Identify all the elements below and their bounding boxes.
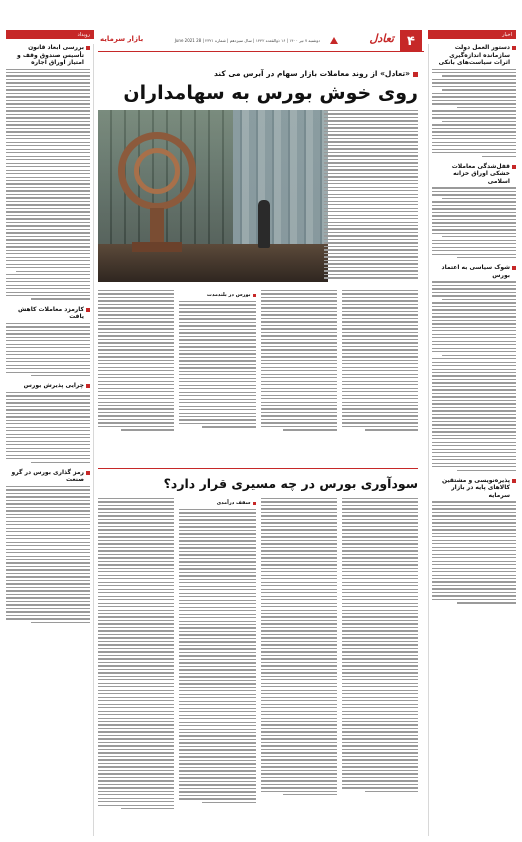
header-rule bbox=[98, 51, 424, 52]
text-block bbox=[432, 69, 516, 157]
right-tab-label: اخبار bbox=[502, 31, 512, 38]
right-news-column bbox=[428, 44, 516, 836]
date-line: دوشنبه ۷ تیر ۱۴۰۰ | ۱۶ ذوالقعده ۱۴۴۲ | سال سیزدهم | شماره ۲۳۲۱ | 28 June 2021 bbox=[174, 38, 320, 43]
second-headline: سودآوری بورس در چه مسیری قرار دارد؟ bbox=[163, 476, 418, 491]
second-story-text bbox=[98, 498, 418, 812]
text-column bbox=[261, 290, 337, 433]
right-news-item bbox=[432, 163, 516, 258]
newspaper-logo: تعادل bbox=[369, 32, 394, 45]
subhead: سقف درآمدی bbox=[179, 500, 255, 506]
sculpture-base bbox=[132, 242, 182, 252]
left-news-item bbox=[6, 382, 90, 462]
kicker-text: «تعادل» از روند معاملات بازار سهام در آبرس می کند bbox=[213, 69, 410, 78]
left-news-title: بررسی ابعاد قانون تأسیس صندوق وقف و امتیاز اوراق اجاره bbox=[6, 44, 90, 67]
right-news-item bbox=[432, 44, 516, 157]
text-column bbox=[98, 498, 174, 812]
right-news-title: قفل‌شدگی معاملات خشکی اوراق خزانه اسلامی bbox=[432, 163, 516, 186]
left-news-item bbox=[6, 44, 90, 300]
text-column bbox=[98, 290, 174, 433]
text-block bbox=[6, 323, 90, 377]
right-news-item bbox=[432, 477, 516, 604]
story-divider bbox=[98, 468, 418, 469]
left-news-column bbox=[6, 44, 94, 836]
text-column bbox=[342, 498, 418, 812]
left-tab-label: رویداد bbox=[77, 31, 90, 38]
right-column-tab bbox=[428, 30, 516, 39]
text-block bbox=[6, 486, 90, 623]
text-block bbox=[6, 69, 90, 300]
text-column bbox=[179, 498, 255, 812]
right-news-title: دستور العمل دولت سازمانده اندازه‌گیری اثرات سیاست‌های بانکی bbox=[432, 44, 516, 67]
text-column bbox=[179, 290, 255, 433]
main-text-top bbox=[324, 110, 418, 281]
text-column bbox=[324, 110, 418, 281]
text-block bbox=[432, 501, 516, 603]
right-news-item bbox=[432, 264, 516, 470]
left-news-item bbox=[6, 306, 90, 377]
left-column-tab bbox=[6, 30, 94, 39]
page-number: ۴ bbox=[400, 30, 422, 52]
text-column bbox=[261, 498, 337, 812]
text-column bbox=[342, 290, 418, 433]
main-kicker bbox=[214, 69, 418, 78]
right-news-title: پذیره‌نویسی و مشتقین کالاهای پایه در بازار سرمایه bbox=[432, 477, 516, 500]
section-name: بازار سرمایه bbox=[100, 35, 144, 43]
subhead: بورس در بلندمدت bbox=[179, 292, 255, 298]
person-silhouette bbox=[258, 200, 270, 248]
text-block bbox=[6, 392, 90, 463]
left-news-item bbox=[6, 469, 90, 623]
text-block bbox=[432, 187, 516, 258]
text-block bbox=[432, 281, 516, 470]
logo-triangle-icon bbox=[330, 37, 338, 44]
left-news-title: رمز گذاری بورس در گرو صنعت bbox=[6, 469, 90, 484]
main-text-bottom bbox=[98, 290, 418, 433]
sculpture-inner-ring bbox=[134, 148, 180, 194]
left-news-title: چرایی پذیرش بورس bbox=[6, 382, 90, 390]
left-news-title: کارمزد معاملات کاهش یافت bbox=[6, 306, 90, 321]
stock-exchange-photo bbox=[98, 110, 328, 282]
right-news-title: شوک سیاسی به اعتماد بورس bbox=[432, 264, 516, 279]
main-headline: روی خوش بورس به سهامداران bbox=[123, 82, 418, 104]
kicker-bullet-icon bbox=[413, 72, 418, 77]
